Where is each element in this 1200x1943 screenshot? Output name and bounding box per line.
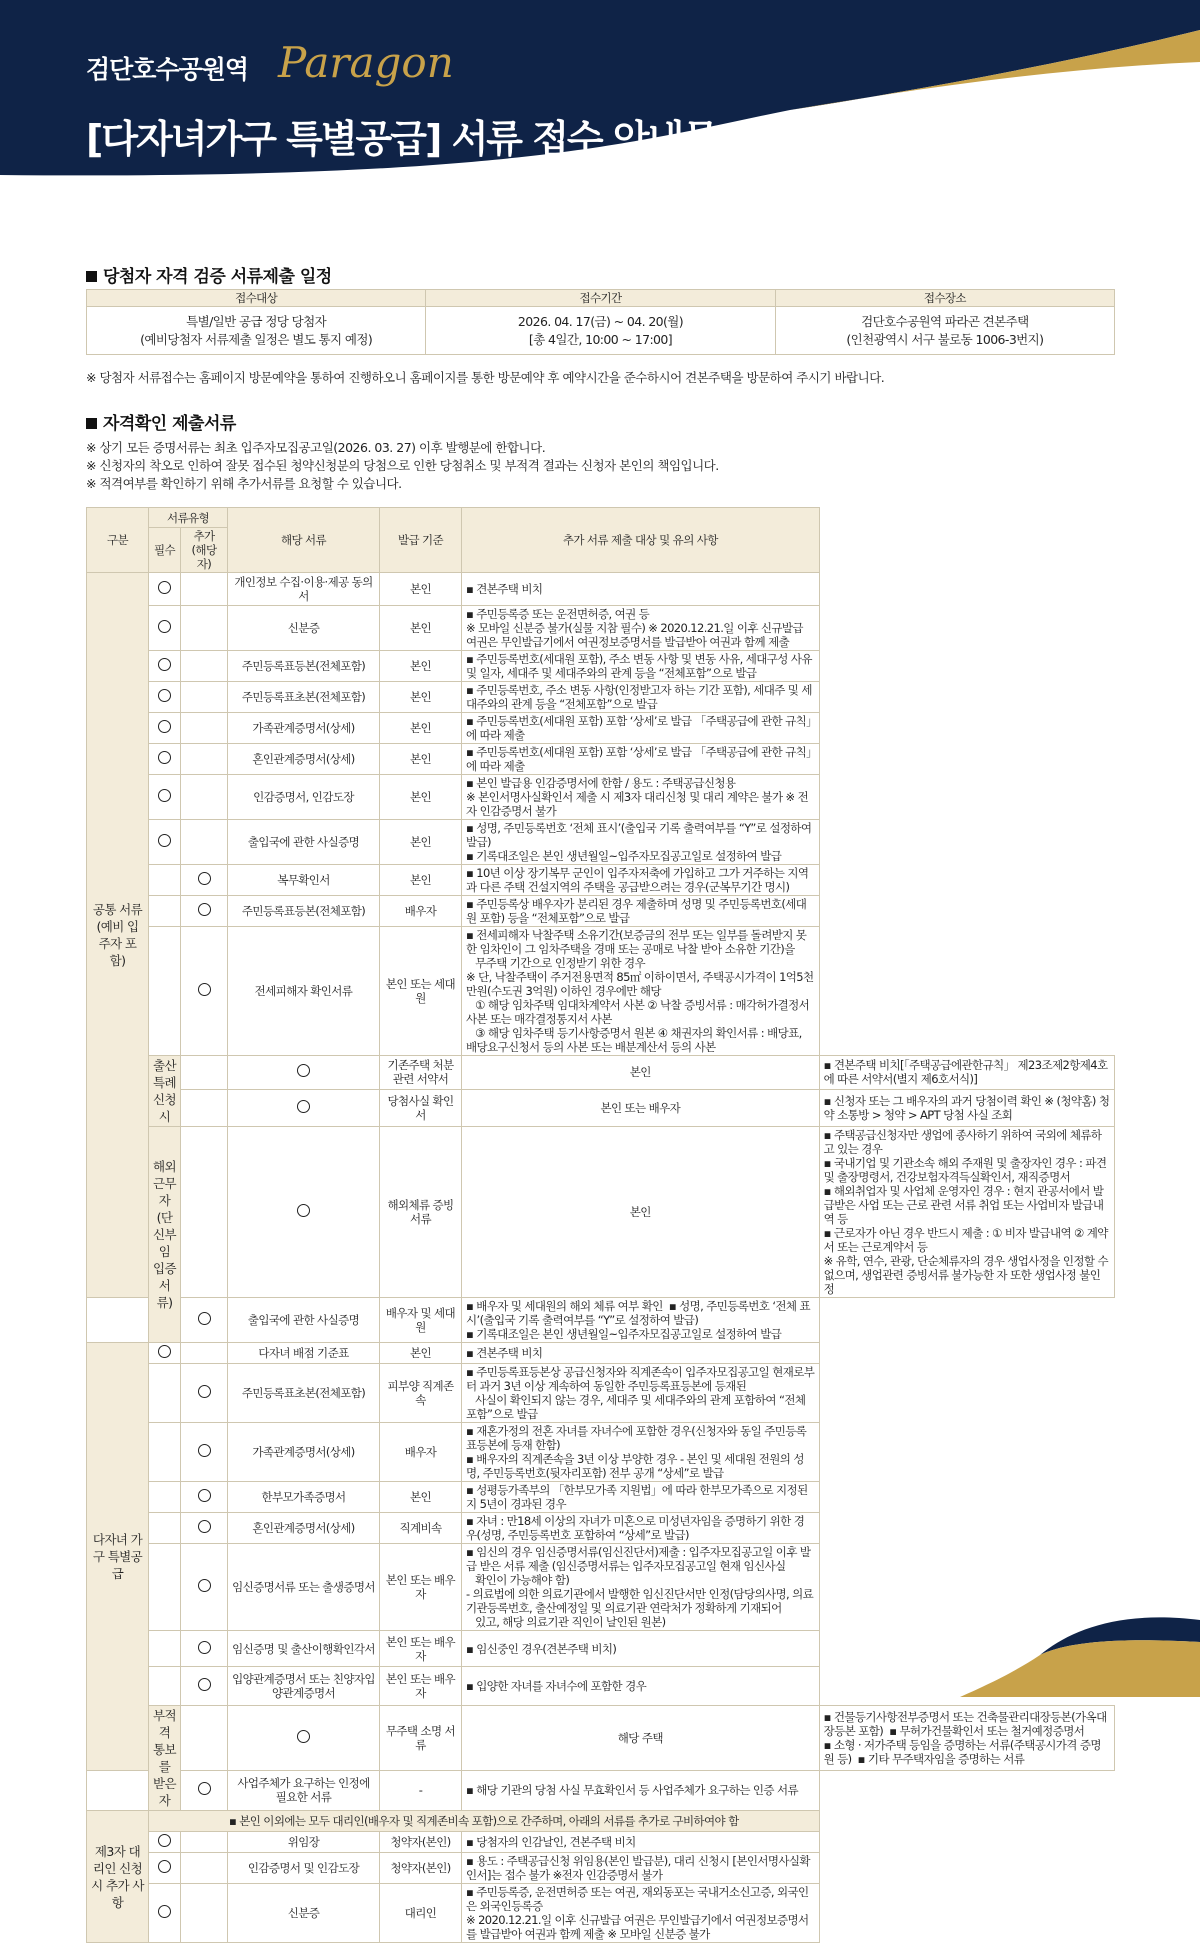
table-row <box>87 1423 1115 1482</box>
doc-note <box>462 1853 820 1884</box>
circle-mark-icon <box>297 1730 310 1743</box>
doc-name: 기존주택 처분 관련 서약서 <box>380 1056 462 1090</box>
doc-note <box>462 1884 820 1943</box>
circle-mark-icon <box>158 789 171 802</box>
footer-wave <box>0 1580 1200 1697</box>
col-period: 접수기간 <box>426 290 776 307</box>
table-row <box>87 1770 1115 1810</box>
issue-basis: 본인 <box>380 651 462 682</box>
note-line: ▪ 건물등기사항전부증명서 또는 건축물관리대장등본(가옥대장등본 포함) ▪ 무허가건물확인서 또는 철거예정증명서 <box>823 1709 1107 1738</box>
table-row <box>87 927 1115 1056</box>
docs-heading <box>86 409 236 434</box>
table-row <box>87 651 1115 682</box>
circle-mark-icon <box>198 872 211 885</box>
doc-name: 인감증명서 및 인감도장 <box>228 1853 380 1884</box>
schedule-heading <box>86 262 332 287</box>
page-title: [다자녀가구 특별공급] 서류 접수 안내문 <box>86 117 717 161</box>
doc-note <box>462 865 820 896</box>
issue-basis: 배우자 <box>380 1423 462 1482</box>
note-line: ▪ 배우자의 직계존속을 3년 이상 부양한 경우 - 본인 및 세대원 전원의 성명, 주민등록번호(뒷자리포함) 전부 공개 “상세”로 발급 <box>466 1452 804 1480</box>
circle-mark-icon <box>158 658 171 671</box>
circle-mark-icon <box>198 1444 211 1457</box>
circle-mark-icon <box>158 751 171 764</box>
issue-basis: 본인 <box>380 775 462 820</box>
required-cell <box>181 1056 228 1090</box>
additional-cell <box>181 744 228 775</box>
additional-cell <box>181 713 228 744</box>
doc-name: 주민등록표초본(전체포함) <box>228 1364 380 1423</box>
doc-note <box>462 682 820 713</box>
note-line: ▪ 자녀 : 만18세 이상의 자녀가 미혼으로 미성년자임을 증명하기 위한 경우(성명, 주민등록번호 포함하여 “상세”로 발급) <box>466 1514 805 1542</box>
col-target: 접수대상 <box>87 290 426 307</box>
note-line: ※ 2020.12.21.일 이후 신규발급 여권은 무인발급기에서 여권정보증명서를 발급받아 여권과 함께 제출 ※ 모바일 신분증 불가 <box>466 1913 809 1941</box>
required-cell <box>149 1513 181 1544</box>
h-gubun: 구분 <box>87 508 149 573</box>
issue-basis: 배우자 및 세대원 <box>380 1298 462 1343</box>
note-line: ▪ 소형 · 저가주택 등임을 증명하는 서류(주택공시가격 증명원 등) ▪ 기타 무주택자임을 증명하는 서류 <box>823 1737 1101 1766</box>
doc-name: 위임장 <box>228 1832 380 1853</box>
note-line: ▪ 주민등록번호, 주소 변동 사항(인정받고자 하는 기간 포함), 세대주 및 세대주와의 관계 등을 “전체포함”으로 발급 <box>466 683 812 711</box>
issue-basis: 본인 <box>380 744 462 775</box>
doc-note <box>462 1343 820 1364</box>
doc-name: 무주택 소명 서류 <box>380 1706 462 1771</box>
circle-mark-icon <box>297 1204 310 1217</box>
note-line: ③ 해당 임차주택 등기사항증명서 원본 ④ 채권자의 확인서류 : 배당표, 배당요구신청서 등의 사본 또는 배분계산서 등의 사본 <box>466 1026 805 1054</box>
h-note: 추가 서류 제출 대상 및 유의 사항 <box>462 508 820 573</box>
additional-cell <box>181 1770 228 1810</box>
doc-note <box>462 927 820 1056</box>
doc-note <box>819 1089 1114 1126</box>
issue-basis: 본인 <box>380 682 462 713</box>
doc-name: 가족관계증명서(상세) <box>228 713 380 744</box>
doc-name: 당첨사실 확인서 <box>380 1089 462 1126</box>
doc-name: 주민등록표등본(전체포함) <box>228 651 380 682</box>
doc-name: 해외체류 증빙서류 <box>380 1127 462 1298</box>
note-line: ▪ 주민등록번호(세대원 포함), 주소 변동 사항 및 변동 사유, 세대구성 사유 및 일자, 세대주 및 세대주와의 관계 등을 “전체포함”으로 발급 <box>466 652 815 680</box>
doc-note <box>462 651 820 682</box>
table-row <box>87 1482 1115 1513</box>
note-line: ▪ 주민등록표등본상 공급신청자와 직계존속이 입주자모집공고일 현재로부터 과거 3년 이상 계속하여 동일한 주민등록표등본에 등재된 <box>466 1365 815 1393</box>
table-row <box>87 573 1115 606</box>
schedule-table <box>86 289 1115 355</box>
note-line: 있고, 해당 의료기관 직인이 날인된 원본) <box>466 1615 666 1629</box>
issue-basis: 본인 <box>462 1056 820 1090</box>
additional-cell <box>181 1482 228 1513</box>
issue-basis: 본인 <box>380 573 462 606</box>
required-cell <box>87 1298 149 1343</box>
issue-basis: 본인 <box>462 1127 820 1298</box>
doc-note <box>462 573 820 606</box>
note-line: ※ 본인서명사실확인서 제출 시 제3자 대리신청 및 대리 계약은 불가 ※ 전자 인감증명서 불가 <box>466 790 809 818</box>
doc-note <box>819 1127 1114 1298</box>
note-line: ▪ 견본주택 비치 <box>466 1346 543 1360</box>
table-row <box>87 1832 1115 1853</box>
note-line: ▪ 기록대조일은 본인 생년월일~입주자모집공고일로 설정하여 발급 <box>466 849 782 863</box>
issue-basis: 본인 <box>380 713 462 744</box>
required-cell <box>149 744 181 775</box>
additional-cell <box>181 1884 228 1943</box>
additional-cell <box>228 1706 380 1771</box>
square-bullet-icon <box>86 271 97 282</box>
table-row <box>87 713 1115 744</box>
doc-note <box>462 1298 820 1343</box>
required-cell <box>149 1343 181 1364</box>
doc-note <box>462 606 820 651</box>
note-line: ▪ 견본주택 비치[「주택공급에관한규칙」 제23조제2항제4호에 따른 서약서(별지 제6호서식)] <box>823 1058 1108 1087</box>
doc-name: 임신증명서류 또는 출생증명서 <box>228 1544 380 1631</box>
circle-mark-icon <box>297 1100 310 1113</box>
table-row <box>87 1089 1115 1126</box>
issue-basis: 본인 <box>380 865 462 896</box>
circle-mark-icon <box>158 1905 171 1918</box>
doc-name: 혼인관계증명서(상세) <box>228 744 380 775</box>
circle-mark-icon <box>158 1834 171 1847</box>
doc-note <box>462 1482 820 1513</box>
note-line: ▪ 해외취업자 및 사업체 운영자인 경우 : 현지 관공서에서 발급받은 사업 또는 근로 관련 서류 취업 또는 사업비자 발급내역 등 <box>823 1184 1104 1226</box>
additional-cell <box>181 573 228 606</box>
issue-basis: 본인 <box>380 606 462 651</box>
docs-heading-text: 자격확인 제출서류 <box>103 414 236 434</box>
doc-name: 신분증 <box>228 1884 380 1943</box>
additional-cell <box>181 865 228 896</box>
note-line: ▪ 배우자 및 세대원의 해외 체류 여부 확인 ▪ 성명, 주민등록번호 ‘전체 표시’(출입국 기록 출력여부를 “Y”로 설정하여 발급) <box>466 1299 810 1327</box>
table-row <box>87 865 1115 896</box>
doc-name: 임신증명 및 출산이행확인각서 <box>228 1631 380 1667</box>
note-line: ▪ 주민등록번호(세대원 포함) 포함 ‘상세’로 발급 「주택공급에 관한 규칙」에 따라 제출 <box>466 714 812 742</box>
note-line: ▪ 기록대조일은 본인 생년월일~입주자모집공고일로 설정하여 발급 <box>466 1327 782 1341</box>
doc-note <box>462 820 820 865</box>
table-row <box>87 1811 1115 1832</box>
h-type: 서류유형 <box>149 508 228 528</box>
note-line: ▪ 주민등록번호(세대원 포함) 포함 ‘상세’로 발급 「주택공급에 관한 규칙」에 따라 제출 <box>466 745 812 773</box>
required-cell <box>149 865 181 896</box>
note-line: ※ 유학, 연수, 관광, 단순체류자의 경우 생업사정을 인정할 수 없으며, 생업관련 증빙서류 불가능한 자 또한 생업사정 불인정 <box>823 1254 1112 1296</box>
additional-cell <box>228 1056 380 1090</box>
issue-basis: 본인 또는 배우자 <box>380 1544 462 1631</box>
doc-note <box>462 744 820 775</box>
additional-cell <box>181 1298 228 1343</box>
circle-mark-icon <box>158 581 171 594</box>
required-cell <box>149 1423 181 1482</box>
docs-note-3: ※ 적격여부를 확인하기 위해 추가서류를 요청할 수 있습니다. <box>86 476 402 491</box>
table-row <box>87 1706 1115 1771</box>
table-row <box>87 775 1115 820</box>
issue-basis: 대리인 <box>380 1884 462 1943</box>
additional-cell <box>181 651 228 682</box>
group-inelig: 부적격 통보를 받은 자 <box>149 1706 181 1811</box>
required-cell <box>149 775 181 820</box>
required-cell <box>149 713 181 744</box>
note-line: ▪ 전세피해자 낙찰주택 소유기간(보증금의 전부 또는 일부를 돌려받지 못한 임차인이 그 임차주택을 경매 또는 공매로 낙찰 받아 소유한 기간)을 <box>466 928 807 956</box>
note-line: ▪ 국내기업 및 기관소속 해외 주재원 및 출장자인 경우 : 파견 및 출장명령서, 건강보험자격득실확인서, 재직증명서 <box>823 1156 1110 1184</box>
doc-note <box>462 775 820 820</box>
note-line: 확인이 가능해야 함) <box>466 1573 570 1587</box>
note-line: ▪ 성명, 주민등록번호 ‘전체 표시’(출입국 기록 출력여부를 “Y”로 설정하여 발급) <box>466 821 815 849</box>
circle-mark-icon <box>158 620 171 633</box>
doc-note <box>462 1513 820 1544</box>
additional-cell <box>181 775 228 820</box>
required-cell <box>149 1884 181 1943</box>
required-cell <box>149 1364 181 1423</box>
h-doc: 해당 서류 <box>228 508 380 573</box>
doc-note <box>462 896 820 927</box>
doc-name: 전세피해자 확인서류 <box>228 927 380 1056</box>
circle-mark-icon <box>198 983 211 996</box>
required-cell <box>149 1482 181 1513</box>
note-line: ▪ 임신의 경우 임신증명서류(임신진단서)제출 : 입주자모집공고일 이후 발급 받은 서류 제출 (임신증명서류는 입주자모집공고일 현재 임신사실 <box>466 1545 811 1573</box>
issue-basis: 본인 또는 배우자 <box>380 1667 462 1706</box>
table-row <box>87 1884 1115 1943</box>
group-multi: 다자녀 가구 특별공급 <box>87 1343 149 1771</box>
note-line: ▪ 10년 이상 장기복무 군인이 입주자저축에 가입하고 그가 거주하는 지역과 다른 주택 건설지역의 주택을 공급받으려는 경우(군복무기간 명시) <box>466 866 809 894</box>
additional-cell <box>181 606 228 651</box>
circle-mark-icon <box>158 834 171 847</box>
required-cell <box>181 1089 228 1126</box>
note-line: ▪ 재혼가정의 전혼 자녀를 자녀수에 포함한 경우(신청자와 동일 주민등록표등본에 등재 한함) <box>466 1424 807 1452</box>
table-row <box>87 682 1115 713</box>
circle-mark-icon <box>198 1385 211 1398</box>
circle-mark-icon <box>158 689 171 702</box>
table-row <box>87 820 1115 865</box>
doc-name: 가족관계증명서(상세) <box>228 1423 380 1482</box>
required-cell <box>149 1853 181 1884</box>
doc-name: 주민등록표등본(전체포함) <box>228 896 380 927</box>
group-birth: 출산특례 신청시 <box>149 1056 181 1127</box>
note-line: ▪ 입양한 자녀를 자녀수에 포함한 경우 <box>466 1679 647 1693</box>
place-cell: 검단호수공원역 파라곤 견본주택 (인천광역시 서구 불로동 1006-3번지) <box>775 307 1114 355</box>
issue-basis: 해당 주택 <box>462 1706 820 1771</box>
table-row <box>87 606 1115 651</box>
circle-mark-icon <box>297 1064 310 1077</box>
documents-table <box>86 507 1115 1943</box>
docs-note-1: ※ 상기 모든 증명서류는 최초 입주자모집공고일(2026. 03. 27) 이후 발행분에 한합니다. <box>86 440 546 455</box>
col-place: 접수장소 <box>775 290 1114 307</box>
issue-basis: 본인 <box>380 1482 462 1513</box>
required-cell <box>149 820 181 865</box>
docs-note-2: ※ 신청자의 착오로 인하여 잘못 접수된 청약신청분의 당첨으로 인한 당첨취소 및 부적격 결과는 신청자 본인의 책임입니다. <box>86 458 719 473</box>
note-line: ▪ 주민등록상 배우자가 분리된 경우 제출하며 성명 및 주민등록번호(세대원 포함) 등을 “전체포함”으로 발급 <box>466 897 807 925</box>
note-line: ▪ 주민등록증, 운전면허증 또는 여권, 재외동포는 국내거소신고증, 외국인은 외국인등록증 <box>466 1885 809 1913</box>
paragon-logo: Paragon <box>278 38 454 87</box>
additional-cell <box>181 1853 228 1884</box>
note-line: 무주택 기간으로 인정받기 위한 경우 <box>466 956 646 970</box>
doc-name: 복무확인서 <box>228 865 380 896</box>
doc-note <box>462 1364 820 1423</box>
square-bullet-icon <box>86 418 97 429</box>
required-cell <box>149 896 181 927</box>
issue-basis: 본인 또는 배우자 <box>380 1631 462 1667</box>
additional-cell <box>228 1089 380 1126</box>
note-line: ▪ 당첨자의 인감날인, 견본주택 비치 <box>466 1835 636 1849</box>
schedule-note: ※ 당첨자 서류접수는 홈페이지 방문예약을 통하여 진행하오니 홈페이지를 통한 방문예약 후 예약시간을 준수하시어 견본주택을 방문하여 주시기 바랍니다. <box>86 370 885 385</box>
note-line: 사실이 확인되지 않는 경우, 세대주 및 세대주와의 관계 포함하여 “전체포함”으로 발급 <box>466 1393 806 1421</box>
doc-name: 인감증명서, 인감도장 <box>228 775 380 820</box>
additional-cell <box>181 896 228 927</box>
issue-basis: 본인 또는 세대원 <box>380 927 462 1056</box>
circle-mark-icon <box>198 1520 211 1533</box>
required-cell <box>181 1706 228 1771</box>
required-cell <box>149 1832 181 1853</box>
note-line: ▪ 임신중인 경우(견본주택 비치) <box>466 1641 617 1656</box>
note-line: ① 해당 임차주택 임대차계약서 사본 ② 낙찰 증빙서류 : 매각허가결정서 사본 또는 매각결정통지서 사본 <box>466 998 813 1026</box>
note-line: ※ 모바일 신분증 불가(실물 지참 필수) ※ 2020.12.21.일 이후 신규발급 여권은 무인발급기에서 여권정보증명서를 발급받아 여권과 함께 제출 <box>466 621 806 649</box>
required-cell <box>149 573 181 606</box>
h-required: 필수 <box>149 528 181 573</box>
note-line: ▪ 주택공급신청자만 생업에 종사하기 위하여 국외에 체류하고 있는 경우 <box>823 1128 1102 1156</box>
additional-cell <box>181 1513 228 1544</box>
note-line: - 의료법에 의한 의료기관에서 발행한 임신진단서만 인정(담당의사명, 의료기관등록번호, 출산예정일 및 의료기관 연락처가 정확하게 기재되어 <box>466 1587 814 1615</box>
circle-mark-icon <box>198 903 211 916</box>
issue-basis: 피부양 직계존속 <box>380 1364 462 1423</box>
table-row <box>87 1343 1115 1364</box>
required-cell <box>149 606 181 651</box>
group-proxy: 제3자 대리인 신청시 추가 사항 <box>87 1811 149 1943</box>
note-line: ▪ 용도 : 주택공급신청 위임용(본인 발급분), 대리 신청시 [본인서명사실확인서]는 접수 불가 ※전자 인감증명서 불가 <box>466 1854 810 1882</box>
circle-mark-icon <box>158 1860 171 1873</box>
circle-mark-icon <box>158 720 171 733</box>
table-row <box>87 1513 1115 1544</box>
circle-mark-icon <box>198 1312 211 1325</box>
doc-name: 한부모가족증명서 <box>228 1482 380 1513</box>
doc-note <box>462 713 820 744</box>
required-cell <box>149 651 181 682</box>
issue-basis: 본인 또는 배우자 <box>462 1089 820 1126</box>
schedule-heading-text: 당첨자 자격 검증 서류제출 일정 <box>103 267 332 287</box>
doc-name: 신분증 <box>228 606 380 651</box>
doc-name: 입양관계증명서 또는 친양자입양관계증명서 <box>228 1667 380 1706</box>
issue-basis: 배우자 <box>380 896 462 927</box>
doc-name: 출입국에 관한 사실증명 <box>228 820 380 865</box>
group-common: 공통 서류 (예비 입주자 포함) <box>87 573 149 1298</box>
doc-name: 출입국에 관한 사실증명 <box>228 1298 380 1343</box>
table-row <box>87 1056 1115 1090</box>
proxy-band: ▪ 본인 이외에는 모두 대리인(배우자 및 직계존비속 포함)으로 간주하며, 아래의 서류를 추가로 구비하여야 함 <box>149 1811 820 1832</box>
note-line: ▪ 본인 발급용 인감증명서에 한함 / 용도 : 주택공급신청용 <box>466 776 736 790</box>
doc-note <box>819 1706 1114 1771</box>
required-cell <box>149 927 181 1056</box>
table-row <box>87 1853 1115 1884</box>
note-line: ▪ 해당 기관의 당첨 사실 무효확인서 등 사업주체가 요구하는 인증 서류 <box>466 1783 798 1798</box>
issue-basis: 청약자(본인) <box>380 1853 462 1884</box>
issue-basis: 본인 <box>380 820 462 865</box>
note-line: ▪ 신청자 또는 그 배우자의 과거 당첨이력 확인 ※ (청약홈) 청약 소통방 > 청약 > APT 당첨 사실 조회 <box>823 1093 1110 1122</box>
table-row <box>87 1298 1115 1343</box>
issue-basis: 직계비속 <box>380 1513 462 1544</box>
note-line: ▪ 근로자가 아닌 경우 반드시 제출 : ① 비자 발급내역 ② 계약서 또는 근로계약서 등 <box>823 1226 1108 1254</box>
circle-mark-icon <box>158 1345 171 1358</box>
table-row <box>87 896 1115 927</box>
table-row <box>87 744 1115 775</box>
required-cell <box>149 682 181 713</box>
doc-name: 개인정보 수집·이용·제공 동의서 <box>228 573 380 606</box>
doc-name: 주민등록표초본(전체포함) <box>228 682 380 713</box>
additional-cell <box>181 820 228 865</box>
table-row <box>87 1127 1115 1298</box>
note-line: ▪ 성평등가족부의 「한부모가족 지원법」에 따라 한부모가족으로 지정된 지 5년이 경과된 경우 <box>466 1483 811 1511</box>
circle-mark-icon <box>198 1489 211 1502</box>
required-cell <box>87 1770 149 1810</box>
doc-name: 혼인관계증명서(상세) <box>228 1513 380 1544</box>
additional-cell <box>181 682 228 713</box>
doc-note <box>462 1832 820 1853</box>
group-overseas: 해외 근무자 (단신부임 입증서류) <box>149 1127 181 1343</box>
doc-note <box>819 1056 1114 1090</box>
doc-note <box>462 1770 820 1810</box>
additional-cell <box>181 1423 228 1482</box>
circle-mark-icon <box>198 1782 211 1795</box>
h-issue: 발급 기준 <box>380 508 462 573</box>
issue-basis: 청약자(본인) <box>380 1832 462 1853</box>
additional-cell <box>181 927 228 1056</box>
required-cell <box>181 1127 228 1298</box>
target-cell: 특별/일반 공급 정당 당첨자 (예비당첨자 서류제출 일정은 별도 통지 예정) <box>87 307 426 355</box>
additional-cell <box>228 1127 380 1298</box>
additional-cell <box>181 1364 228 1423</box>
period-cell: 2026. 04. 17(금) ~ 04. 20(월) [총 4일간, 10:00 ~ 17:00] <box>426 307 776 355</box>
brand-name: 검단호수공원역 <box>86 55 249 84</box>
doc-note <box>462 1423 820 1482</box>
table-row <box>87 1364 1115 1423</box>
additional-cell <box>181 1343 228 1364</box>
doc-name: 사업주체가 요구하는 인정에 필요한 서류 <box>228 1770 380 1810</box>
issue-basis: - <box>380 1770 462 1810</box>
additional-cell <box>181 1832 228 1853</box>
issue-basis: 본인 <box>380 1343 462 1364</box>
doc-name: 다자녀 배점 기준표 <box>228 1343 380 1364</box>
note-line: ▪ 주민등록증 또는 운전면허증, 여권 등 <box>466 607 650 621</box>
note-line: ▪ 견본주택 비치 <box>466 582 543 596</box>
note-line: ※ 단, 낙찰주택이 주거전용면적 85㎡ 이하이면서, 주택공시가격이 1억5천만원(수도권 3억원) 이하인 경우에만 해당 <box>466 970 814 998</box>
h-additional: 추가 (해당자) <box>181 528 228 573</box>
